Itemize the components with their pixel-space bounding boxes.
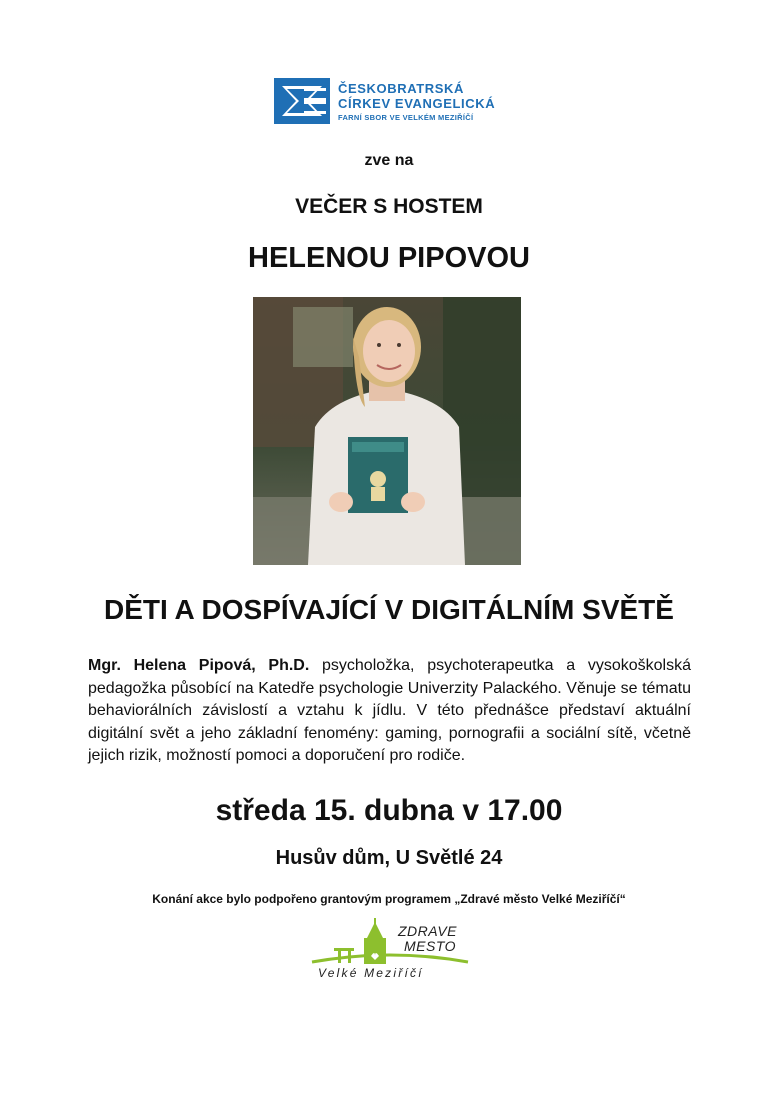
guest-photo [253,297,521,565]
event-date-time: středa 15. dubna v 17.00 [215,794,563,827]
event-venue: Husův dům, U Světlé 24 [275,847,503,869]
guest-description [88,655,691,768]
sponsor-line1: ZDRAVE [398,923,458,939]
guest-photo-illustration [253,297,521,565]
lecture-topic: DĚTI A DOSPÍVAJÍCÍ V DIGITÁLNÍM SVĚTĚ [104,594,674,625]
guest-full-name: Mgr. Helena Pipová, Ph.D. [88,657,310,674]
church-logo [274,78,514,126]
sponsor-line3: Velké Meziříčí [318,966,424,980]
organizer-name-line1: ČESKOBRATRSKÁ [338,81,465,96]
guest-name: HELENOU PIPOVOU [248,242,530,274]
zdrave-mesto-logo [310,918,470,988]
event-type: VEČER S HOSTEM [295,195,483,218]
organizer-name-line2: CÍRKEV EVANGELICKÁ [338,96,496,111]
sponsor-line2: MESTO [404,938,457,954]
invite-text: zve na [364,152,414,169]
guest-bio: psycholožka, psychoterapeutka a vysokoškolská pedagožka působící na Katedře psychologie Univerzity Palackého. Věnuje se tématu behaviorálních závislostí a vztahu k jídlu. V této přednášce představí aktuální digitální svět a jeho základní fenomény: gaming, pornografii a sociální sítě, včetně jejich rizik, možností pomoci a doporučení pro rodiče. [88,657,691,764]
church-emblem-icon [274,78,330,124]
grant-note: Konání akce bylo podpořeno grantovým programem „Zdravé město Velké Meziříčí“ [152,892,626,906]
organizer-name-line3: FARNÍ SBOR VE VELKÉM MEZIŘÍČÍ [338,113,474,122]
